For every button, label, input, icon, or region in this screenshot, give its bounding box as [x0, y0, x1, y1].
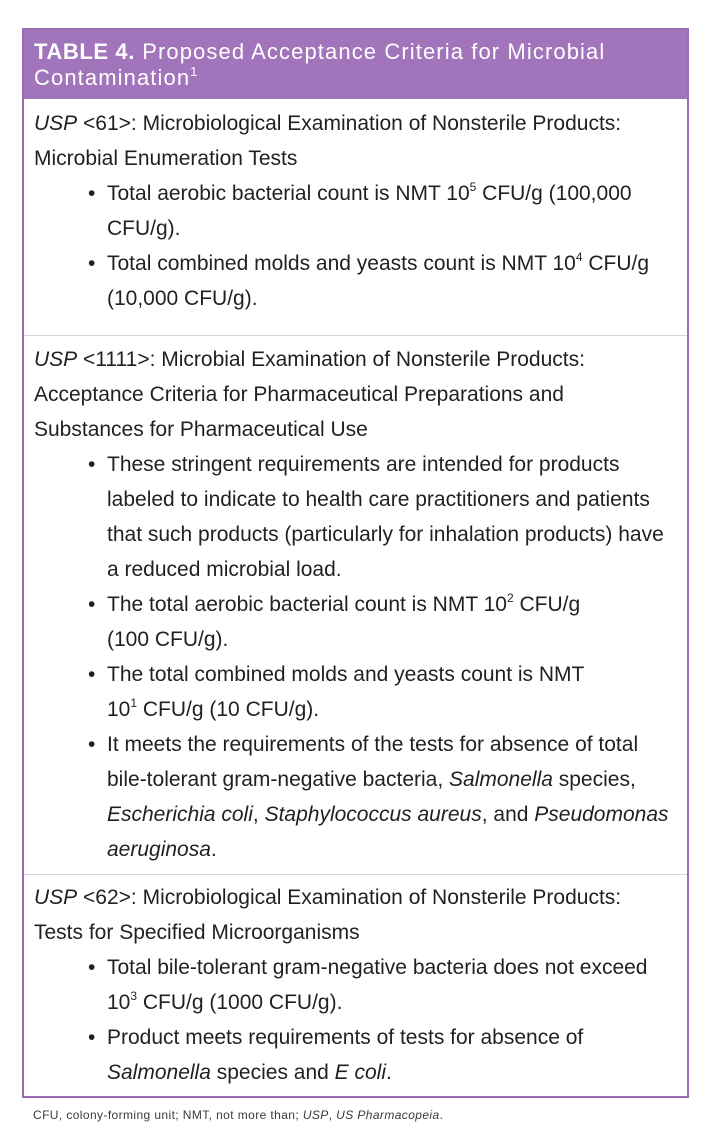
- usp-label: USP: [34, 112, 78, 135]
- table-4-box: [22, 28, 689, 1098]
- list-item: • Total aerobic bacterial count is NMT $10^5$ CFU/g (100,000 CFU/g).: [88, 176, 675, 246]
- criteria-list: [34, 950, 675, 1090]
- list-item: • Total bile-tolerant gram-negative bacteria does not exceed $10^3$ CFU/g (1000 CFU/g).: [88, 950, 675, 1020]
- list-item: • The total aerobic bacterial count is NMT $10^2$ CFU/g (100 CFU/g).: [88, 587, 675, 657]
- section-usp-1111: [24, 342, 687, 867]
- bullet-icon: •: [88, 663, 96, 686]
- list-item: • The total combined molds and yeasts count is NMT $10^1$ CFU/g (10 CFU/g).: [88, 657, 675, 727]
- title-reference: 1: [190, 64, 198, 79]
- section-title: USP <1111>: Microbial Examination of Nonsterile Products: Acceptance Criteria for Pharmaceutical Preparations and Substances for Pharmaceutical Use: [34, 348, 585, 441]
- criteria-list: [34, 447, 675, 867]
- section-usp-62: [24, 880, 687, 1090]
- table-number: TABLE 4.: [34, 39, 135, 64]
- list-item: • It meets the requirements of the tests for absence of total bile-tolerant gram-negative bacteria, Salmonella species, Escherichia coli, Staphylococcus aureus, and Pseudomonas aeruginosa.: [88, 727, 675, 867]
- bullet-icon: •: [88, 733, 96, 756]
- section-divider: [24, 335, 687, 336]
- list-item: • Product meets requirements of tests for absence of Salmonella species and E coli.: [88, 1020, 675, 1090]
- section-title: USP <61>: Microbiological Examination of Nonsterile Products: Microbial Enumeration Tests: [34, 112, 622, 170]
- table-title-line1: Proposed Acceptance Criteria for Microbial: [142, 39, 606, 64]
- table-title-line2: Contamination: [34, 65, 191, 90]
- bullet-icon: •: [88, 182, 96, 205]
- section-divider: [24, 874, 687, 875]
- criteria-list: [34, 176, 675, 316]
- table-header: [24, 30, 687, 99]
- bullet-icon: •: [88, 252, 96, 275]
- usp-label: USP: [34, 348, 78, 371]
- bullet-icon: •: [88, 593, 96, 616]
- usp-label: USP: [34, 886, 78, 909]
- bullet-icon: •: [88, 956, 96, 979]
- section-usp-61: [24, 106, 687, 316]
- list-item: • These stringent requirements are intended for products labeled to indicate to health care practitioners and patients that such products (particularly for inhalation products) have a reduced microbial load.: [88, 447, 675, 587]
- bullet-icon: •: [88, 1026, 96, 1049]
- list-item: • Total combined molds and yeasts count is NMT $10^4$ CFU/g (10,000 CFU/g).: [88, 246, 675, 316]
- bullet-icon: •: [88, 453, 96, 476]
- table-footnote: CFU, colony-forming unit; NMT, not more than; USP, US Pharmacopeia.: [33, 1108, 444, 1122]
- section-title: USP <62>: Microbiological Examination of Nonsterile Products: Tests for Specified Microorganisms: [34, 886, 622, 944]
